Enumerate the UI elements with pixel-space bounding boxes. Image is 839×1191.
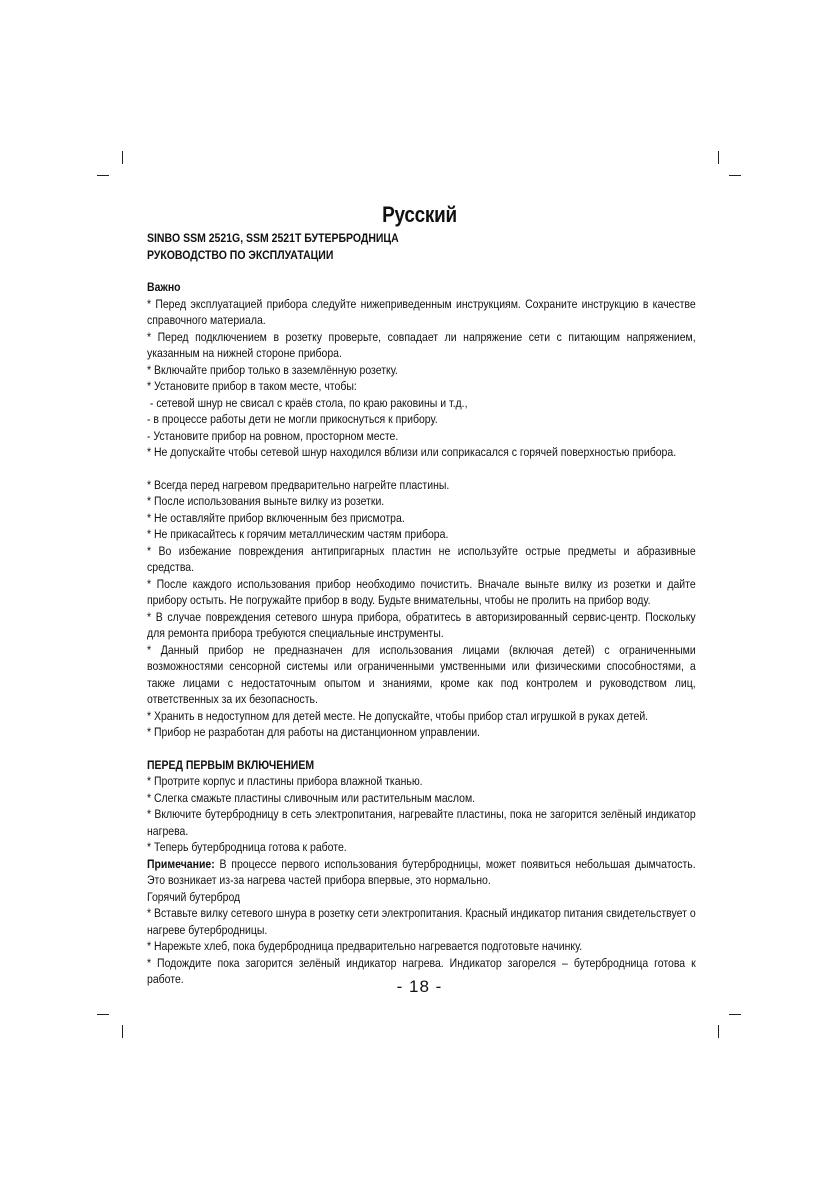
list-item: * Прибор не разработан для работы на дистанционном управлении.: [147, 725, 480, 739]
list-item: * Слегка смажьте пластины сливочным или растительным маслом.: [147, 790, 476, 805]
note-text: В процессе первого использования бутербродницы, может появиться небольшая дымчатость. Это возникает из-за нагрева частей прибора впервые, это нормально.: [147, 856, 696, 887]
list-item: - сетевой шнур не свисал с краёв стола, по краю раковины и т.д.,: [147, 395, 468, 410]
page-number: - 18 -: [396, 977, 443, 996]
manual-title: РУКОВОДСТВО ПО ЭКСПЛУАТАЦИИ: [147, 247, 334, 262]
crop-mark: [718, 1025, 719, 1038]
list-item: * После каждого использования прибор необходимо почистить. Вначале выньте вилку из розетки и дайте прибору остыть. Не погружайте прибор в воду. Будьте внимательны, чтобы не пролить на прибор воду.: [147, 576, 696, 607]
important-heading: Важно: [147, 280, 181, 294]
list-item: * Включайте прибор только в заземлённую розетку.: [147, 362, 398, 377]
product-title: SINBO SSM 2521G, SSM 2521T БУТЕРБРОДНИЦА: [147, 231, 399, 245]
list-item: * Перед подключением в розетку проверьте, совпадает ли напряжение сети с питающим напряжением, указанным на нижней стороне прибора.: [147, 329, 696, 360]
list-item: * Установите прибор в таком месте, чтобы:: [147, 379, 357, 393]
crop-mark: [729, 1014, 741, 1015]
list-item: * В случае повреждения сетевого шнура прибора, обратитесь в авторизированный сервис-центр. Поскольку для ремонта прибора требуются специальные инструменты.: [147, 609, 696, 640]
crop-mark: [122, 1025, 123, 1038]
list-item: * Теперь бутербродница готова к работе.: [147, 840, 347, 854]
note-paragraph: [147, 856, 696, 889]
crop-mark: [97, 1014, 109, 1015]
list-item: * Не допускайте чтобы сетевой шнур находился вблизи или соприкасался с горячей поверхностью прибора.: [147, 445, 677, 459]
list-item: * Не прикасайтесь к горячим металлическим частям прибора.: [147, 527, 449, 541]
list-item: * Данный прибор не предназначен для использования лицами (включая детей) с ограниченными возможностями сенсорной системы или ограниченными умственными или физическими способностями, а также лицами с недостаточным опытом и знаниями, кроме как под контролем и руководством лиц, ответственных за их безопасность.: [147, 642, 696, 706]
crop-mark: [122, 151, 123, 164]
list-item: * Вставьте вилку сетевого шнура в розетку сети электропитания. Красный индикатор питания свидетельствует о нагреве бутербродницы.: [147, 906, 696, 937]
list-item: * После использования выньте вилку из розетки.: [147, 494, 385, 508]
list-item: * Всегда перед нагревом предварительно нагрейте пластины.: [147, 477, 450, 492]
list-item: * Не оставляйте прибор включенным без присмотра.: [147, 510, 405, 525]
list-item: * Подождите пока загорится зелёный индикатор нагрева. Индикатор загорелся – бутербродница готова к работе.: [147, 955, 696, 986]
list-item: - в процессе работы дети не могли прикоснуться к прибору.: [147, 412, 438, 426]
manual-content: [147, 230, 805, 988]
list-item: - Установите прибор на ровном, просторном месте.: [147, 428, 399, 443]
note-label: Примечание:: [147, 856, 215, 871]
hot-sandwich-label: Горячий бутерброд: [147, 889, 241, 904]
list-item: * Во избежание повреждения антипригарных пластин не используйте острые предметы и абразивные средства.: [147, 543, 696, 574]
list-item: * Хранить в недоступном для детей месте. Не допускайте, чтобы прибор стал игрушкой в руках детей.: [147, 708, 649, 723]
crop-mark: [97, 175, 109, 176]
before-first-use-heading: ПЕРЕД ПЕРВЫМ ВКЛЮЧЕНИЕМ: [147, 757, 315, 772]
list-item: * Протрите корпус и пластины прибора влажной тканью.: [147, 774, 423, 788]
crop-mark: [729, 175, 741, 176]
page-language-heading: Русский: [382, 202, 457, 227]
list-item: * Перед эксплуатацией прибора следуйте нижеприведенным инструкциям. Сохраните инструкцию в качестве справочного материала.: [147, 296, 696, 327]
list-item: * Включите бутербродницу в сеть электропитания, нагревайте пластины, пока не загорится зелёный индикатор нагрева.: [147, 807, 696, 838]
list-item: * Нарежьте хлеб, пока будербродница предварительно нагревается подготовьте начинку.: [147, 939, 583, 953]
crop-mark: [718, 151, 719, 164]
